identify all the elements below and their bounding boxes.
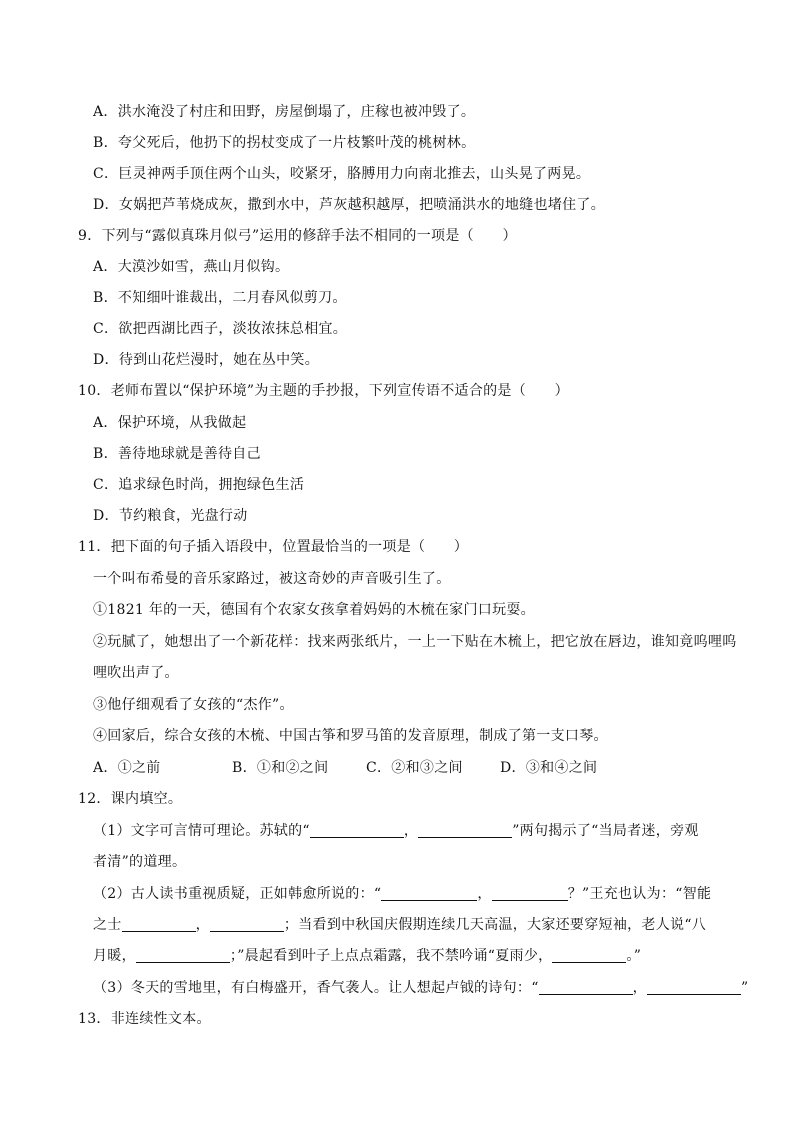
q12-p1-text-a: （1）文字可言情可理论。苏轼的“	[93, 823, 310, 839]
q10-option-a: A．保护环境，从我做起	[93, 415, 247, 431]
q12-part2-line1	[93, 884, 711, 904]
q12-p2-blank-4[interactable]	[210, 917, 284, 932]
q12-part1-line1	[93, 821, 699, 841]
q12-p1-blank-2[interactable]	[418, 823, 512, 838]
q12-part3-line1	[93, 978, 748, 998]
q12-part1-line2: 者清”的道理。	[93, 854, 187, 870]
q12-p2-blank-3[interactable]	[122, 917, 196, 932]
q12-p3-text-a: （3）冬天的雪地里，有白梅盛开，香气袭人。让人想起卢钺的诗句：“	[93, 980, 539, 996]
q12-p2-text-i: 。”	[626, 948, 642, 964]
q11-option-c: C．②和③之间	[366, 760, 463, 776]
q12-p2-blank-5[interactable]	[136, 948, 230, 963]
q9-stem: 9．下列与“露似真珠月似弓”运用的修辞手法不相同的一项是（ ）	[78, 228, 517, 244]
q8-option-b: B．夸父死后，他扔下的拐杖变成了一片枝繁叶茂的桃树林。	[93, 135, 476, 151]
q8-option-d: D．女娲把芦苇烧成灰，撒到水中，芦灰越积越厚，把喷涌洪水的地缝也堵住了。	[93, 197, 606, 213]
q11-option-b: B．①和②之间	[232, 760, 329, 776]
q12-p2-text-g: 月暖，	[93, 948, 136, 964]
q10-option-c: C．追求绿色时尚，拥抱绿色生活	[93, 477, 305, 493]
q12-stem: 12．课内填空。	[78, 791, 183, 807]
q11-options	[93, 758, 597, 778]
q11-sentence-1: ①1821 年的一天，德国有个农家女孩拿着妈妈的木梳在家门口玩耍。	[93, 602, 535, 618]
q12-p2-blank-1[interactable]	[381, 886, 477, 901]
q8-option-c: C．巨灵神两手顶住两个山头，咬紧牙，胳膊用力向南北推去，山头晃了两晃。	[93, 166, 591, 182]
q12-p3-text-b: ，	[632, 980, 647, 996]
q12-p2-text-c: ？”王充也认为：“智能	[567, 886, 712, 902]
q12-p3-blank-1[interactable]	[539, 980, 633, 995]
q11-stem: 11．把下面的句子插入语段中，位置最恰当的一项是（ ）	[78, 539, 469, 555]
q12-p1-text-c: ”两句揭示了“当局者迷，旁观	[512, 823, 699, 839]
q11-sentence-2-cont: 哩吹出声了。	[93, 665, 179, 681]
q11-option-d: D．③和④之间	[500, 760, 598, 776]
q8-option-a: A．洪水淹没了村庄和田野，房屋倒塌了，庄稼也被冲毁了。	[93, 104, 476, 120]
q12-p2-text-d: 之士	[93, 917, 122, 933]
q11-sentence-3: ③他仔细观看了女孩的“杰作”。	[93, 697, 294, 713]
q11-sentence-4: ④回家后，综合女孩的木梳、中国古筝和罗马笛的发音原理，制成了第一支口琴。	[93, 728, 608, 744]
q10-stem: 10．老师布置以“保护环境”为主题的手抄报，下列宣传语不适合的是（ ）	[78, 383, 569, 399]
q12-p1-blank-1[interactable]	[310, 823, 404, 838]
q10-option-d: D．节约粮食，光盘行动	[93, 508, 248, 524]
q11-insert-sentence: 一个叫布希曼的音乐家路过，被这奇妙的声音吸引生了。	[93, 571, 451, 587]
q12-p2-text-a: （2）古人读书重视质疑，正如韩愈所说的：“	[93, 886, 382, 902]
q12-p2-blank-2[interactable]	[492, 886, 568, 901]
q12-part2-line2	[93, 915, 706, 935]
q11-option-a: A．①之前	[93, 760, 161, 776]
q12-p3-text-c: ”	[740, 980, 749, 996]
q9-option-a: A．大漠沙如雪，燕山月似钩。	[93, 259, 290, 275]
q9-option-b: B．不知细叶谁裁出，二月春风似剪刀。	[93, 290, 347, 306]
q12-p2-text-h: ；”晨起看到叶子上点点霜露，我不禁吟诵“夏雨少，	[229, 948, 553, 964]
q9-option-d: D．待到山花烂漫时，她在丛中笑。	[93, 352, 320, 368]
q12-p3-blank-2[interactable]	[647, 980, 741, 995]
q11-sentence-2: ②玩腻了，她想出了一个新花样：找来两张纸片，一上一下贴在木梳上，把它放在唇边，谁知竟呜哩呜	[93, 634, 737, 650]
q12-p2-text-f: ；当看到中秋国庆假期连续几天高温，大家还要穿短袖，老人说“八	[283, 917, 707, 933]
q12-p2-text-b: ，	[477, 886, 492, 902]
q12-p2-blank-6[interactable]	[552, 948, 626, 963]
q12-p1-text-b: ，	[403, 823, 419, 839]
q9-option-c: C．欲把西湖比西子，淡妆浓抹总相宜。	[93, 321, 348, 337]
q12-p2-text-e: ，	[195, 917, 210, 933]
q12-part2-line3	[93, 946, 641, 966]
q10-option-b: B．善待地球就是善待自己	[93, 446, 261, 462]
q13-stem: 13．非连续性文本。	[78, 1011, 211, 1027]
